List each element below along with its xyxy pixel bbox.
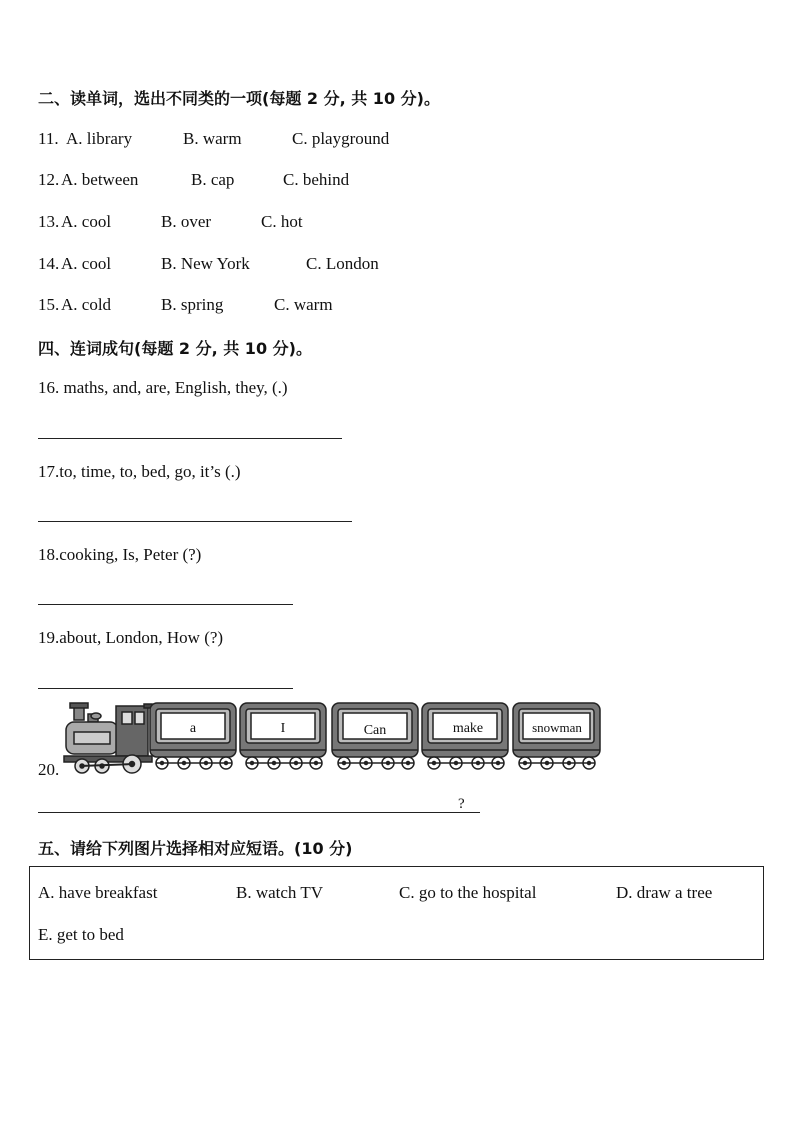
question-number: 11.	[38, 129, 63, 148]
train-car-label: a	[189, 721, 197, 736]
option-b: B. cap	[191, 170, 235, 189]
option-a: A. library	[66, 129, 133, 148]
train-car-4	[422, 703, 508, 769]
option-b: B. New York	[161, 254, 250, 273]
options-box	[29, 866, 764, 960]
option-b: B. warm	[183, 129, 242, 148]
question-19: 19.about, London, How (?)	[38, 628, 224, 647]
question-18: 18.cooking, Is, Peter (?)	[38, 545, 202, 564]
answer-line-17[interactable]	[38, 521, 352, 522]
option-c: C. warm	[274, 295, 333, 314]
option-e: E. get to bed	[38, 925, 124, 944]
option-a: A. cool	[61, 212, 112, 231]
train-car-label: Can	[363, 723, 387, 738]
option-c: C. behind	[283, 170, 350, 189]
answer-line-18[interactable]	[38, 604, 293, 605]
train-car-1	[150, 703, 236, 769]
train-car-5	[513, 703, 600, 769]
option-c: C. hot	[261, 212, 303, 231]
train-car-label: snowman	[532, 720, 582, 735]
option-a: A. between	[61, 170, 139, 189]
section5-heading: 五、请给下列图片选择相对应短语。(10 分)	[38, 839, 353, 858]
option-a: A. have breakfast	[38, 883, 158, 902]
option-d: D. draw a tree	[616, 883, 713, 902]
section2-heading: 二、读单词，选出不同类的一项(每题 2 分, 共 10 分)。	[38, 89, 440, 108]
answer-line-20[interactable]	[38, 812, 480, 813]
option-b: B. watch TV	[236, 883, 324, 902]
option-c: C. playground	[292, 129, 390, 148]
option-c: C. London	[306, 254, 379, 273]
question-number: 13.	[38, 212, 60, 231]
answer-line-19[interactable]	[38, 688, 293, 689]
question-16: 16. maths, and, are, English, they, (.)	[38, 378, 288, 397]
option-a: A. cool	[61, 254, 112, 273]
question-20-number: 20.	[38, 760, 60, 779]
question-number: 15.	[38, 295, 60, 314]
locomotive-icon	[64, 703, 152, 773]
section4-heading: 四、连词成句(每题 2 分, 共 10 分)。	[38, 339, 312, 358]
train-car-label: make	[452, 721, 484, 736]
option-c: C. go to the hospital	[399, 883, 537, 902]
option-a: A. cold	[61, 295, 112, 314]
question-20-end-mark: ?	[458, 796, 465, 812]
question-17: 17.to, time, to, bed, go, it’s (.)	[38, 462, 241, 481]
train-car-2	[240, 703, 326, 769]
answer-line-16[interactable]	[38, 438, 342, 439]
option-b: B. over	[161, 212, 212, 231]
option-b: B. spring	[161, 295, 224, 314]
question-number: 12.	[38, 170, 60, 189]
question-number: 14.	[38, 254, 60, 273]
train-illustration	[60, 700, 605, 776]
train-car-label: I	[280, 721, 286, 736]
